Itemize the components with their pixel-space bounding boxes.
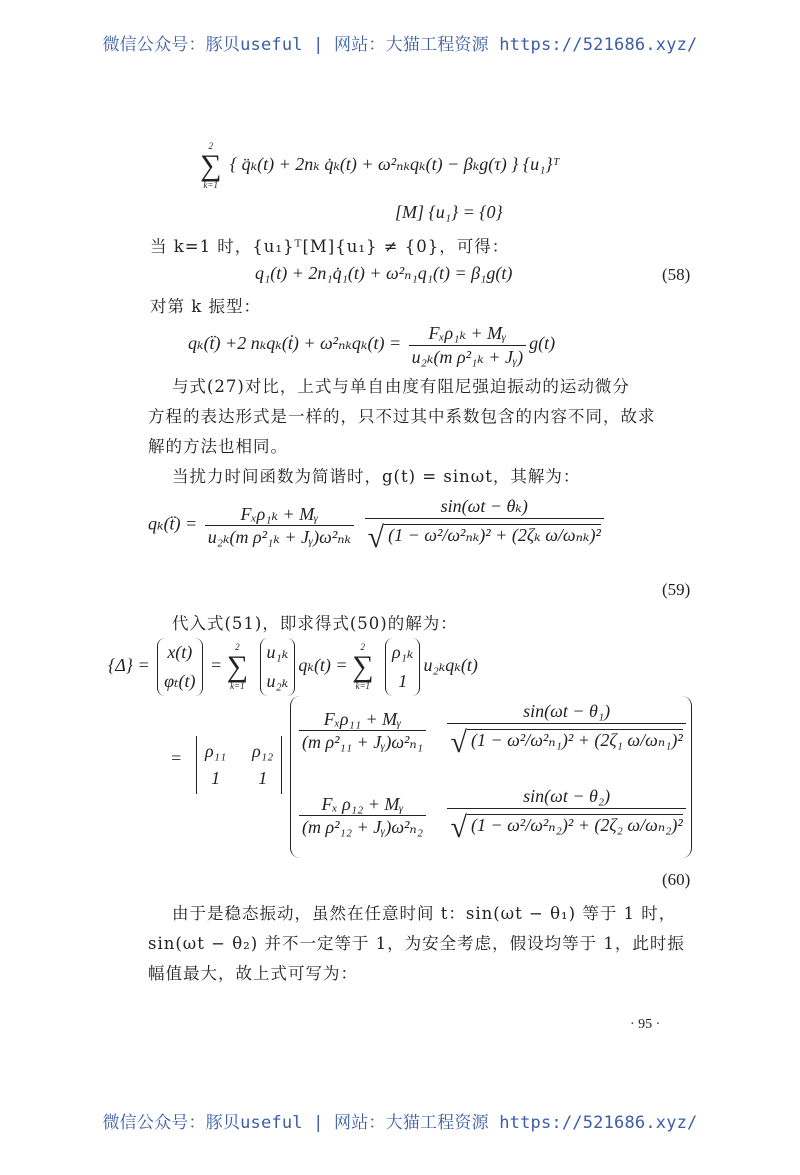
paragraph-line: 幅值最大，故上式可写为： <box>148 964 358 983</box>
text-line: 当 k=1 时，{u₁}ᵀ[M]{u₁} ≠ {0}，可得： <box>150 237 510 256</box>
equation-60-row2: $\frac{\text{Fₓ ρ₁₂ + Mᵧ}}{\text{(m ρ²₁₂ + Jᵧ)ω²ₙ₂}}$ $\frac{\text{sin(ωt − θ₂)}}{\text{√ (1 − ω²/ω²ₙ₂)² + (2ζ₂ ω/ωₙ₂)²}}$ <box>296 785 689 846</box>
numerator: sin(ωt − θ₂) <box>523 786 611 806</box>
numerator: sin(ωt − θₖ) <box>440 496 528 516</box>
equation-lhs: qₖ(ẗ) = <box>148 513 198 534</box>
denominator: u₂ₖ(m ρ²₁ₖ + Jᵧ) <box>409 345 526 369</box>
sum-upper: 2 <box>208 141 213 151</box>
paragraph-line: sin(ωt − θ₂) 并不一定等于 1，为安全考虑，假设均等于 1，此时振 <box>148 934 685 953</box>
paragraph-line: 解的方法也相同。 <box>148 437 288 456</box>
equation-sum: 2 ∑ k=1 { q̈ₖ(t) + 2nₖ q̇ₖ(t) + ω²ₙₖqₖ(t) − βₖg(τ) } {u₁}ᵀ <box>200 141 560 190</box>
equation-60-line1: {Δ} = x(t) φₜ(t) = 2 ∑ k=1 u₁ₖ u₂ₖ qₖ(t) = 2 ∑ k=1 ρ₁ₖ 1 u₂ₖqₖ(t) <box>108 638 478 696</box>
vector-entry: ρ₁ₖ <box>391 642 414 662</box>
sum-lower: k=1 <box>355 680 371 691</box>
numerator: Fₓρ₁₁ + Mᵧ <box>323 708 402 729</box>
denominator: (m ρ²₁₂ + Jᵧ)ω²ₙ₂ <box>299 815 426 839</box>
vector-entry: u₂ₖ <box>266 670 289 691</box>
equation-58: q₁(t) + 2n₁q̇₁(t) + ω²ₙ₁q₁(t) = β₁g(t) <box>255 263 513 283</box>
equation-number: (58) <box>662 265 691 284</box>
equals: = <box>210 654 223 675</box>
footer-watermark: 微信公众号：豚贝useful | 网站：大猫工程资源 https://521686.xyz/ <box>102 1113 698 1133</box>
vector-entry: u₁ₖ <box>266 642 289 662</box>
vector-entry: φₜ(t) <box>164 670 196 691</box>
equation-term: qₖ(t) = <box>298 654 348 675</box>
vector-entry: x(t) <box>167 642 193 662</box>
denominator: u₂ₖ(m ρ²₁ₖ + Jᵧ)ω²ₙₖ <box>205 525 354 549</box>
text-line: 对第 k 振型： <box>150 297 261 316</box>
equation-term: u₂ₖqₖ(t) <box>423 654 478 675</box>
text-line: 代入式(51)，即求得式(50)的解为： <box>172 614 458 633</box>
header-watermark: 微信公众号：豚贝useful | 网站：大猫工程资源 https://521686.xyz/ <box>102 35 698 55</box>
radicand: (1 − ω²/ω²ₙₖ)² + (2ζₖ ω/ωₙₖ)² <box>384 524 601 545</box>
numerator: Fₓρ₁ₖ + Mᵧ <box>428 323 507 343</box>
equation-lhs: qₖ(ẗ) +2 nₖqₖ(ṫ) + ω²ₙₖqₖ(t) = <box>188 333 402 354</box>
matrix-entry: 1 <box>258 768 268 788</box>
numerator: Fₓ ρ₁₂ + Mᵧ <box>321 793 404 814</box>
equation-number: (59) <box>662 580 691 599</box>
numerator: Fₓρ₁ₖ + Mᵧ <box>240 503 319 524</box>
equation-number: (60) <box>662 870 691 889</box>
sum-upper: 2 <box>360 641 366 652</box>
paragraph-line: 由于是稳态振动，虽然在任意时间 t：sin(ωt − θ₁) 等于 1 时， <box>172 904 677 923</box>
radicand: (1 − ω²/ω²ₙ₁)² + (2ζ₁ ω/ωₙ₁)² <box>467 729 683 750</box>
vector-entry: 1 <box>398 670 408 691</box>
equals: = <box>170 748 183 768</box>
sum-lower: k=1 <box>230 680 245 691</box>
equation-body: { q̈ₖ(t) + 2nₖ q̇ₖ(t) + ω²ₙₖqₖ(t) − βₖg(τ) } {u₁}ᵀ <box>229 154 560 175</box>
sum-lower: k=1 <box>203 180 218 190</box>
equation-mode <box>188 322 555 368</box>
equation-rhs: g(t) <box>529 333 556 354</box>
equation-59: qₖ(ẗ) = $\frac{\text{Fₓρ₁ₖ + Mᵧ}}{\text{u₂ₖ(m ρ²₁ₖ + Jᵧ)ω²ₙₖ}}$ $\frac{\text{sin(ωt − θₖ)}}{\text{√ (1 − ω²/ω²ₙₖ)² + (2ζₖ ω/ωₙₖ)²}}$ <box>148 495 607 556</box>
denominator: (m ρ²₁₁ + Jᵧ)ω²ₙ₁ <box>299 730 426 754</box>
equation-lhs: {Δ} = <box>108 654 150 675</box>
matrix-entry: ρ₁₁ <box>205 741 227 761</box>
sum-upper: 2 <box>235 641 240 652</box>
matrix-entry: 1 <box>211 768 221 788</box>
text-line: 当扰力时间函数为简谐时，g(t) = sinωt，其解为： <box>172 467 581 486</box>
equation-mass: [M] {u₁} = {0} <box>395 202 503 222</box>
numerator: sin(ωt − θ₁) <box>523 701 611 721</box>
matrix-entry: ρ₁₂ <box>252 741 274 761</box>
radicand: (1 − ω²/ω²ₙ₂)² + (2ζ₂ ω/ωₙ₂)² <box>467 814 683 835</box>
page-number: · 95 · <box>630 1017 661 1032</box>
paragraph-line: 与式(27)对比，上式与单自由度有阻尼强迫振动的运动微分 <box>172 377 630 396</box>
matrix <box>196 736 282 794</box>
paragraph-line: 方程的表达形式是一样的，只不过其中系数包含的内容不同，故求 <box>148 407 656 426</box>
equation-60-row1: $\frac{\text{Fₓρ₁₁ + Mᵧ}}{\text{(m ρ²₁₁ + Jᵧ)ω²ₙ₁}}$ $\frac{\text{sin(ωt − θ₁)}}{\text{√ (1 − ω²/ω²ₙ₁)² + (2ζ₁ ω/ωₙ₁)²}}$ <box>296 700 689 761</box>
